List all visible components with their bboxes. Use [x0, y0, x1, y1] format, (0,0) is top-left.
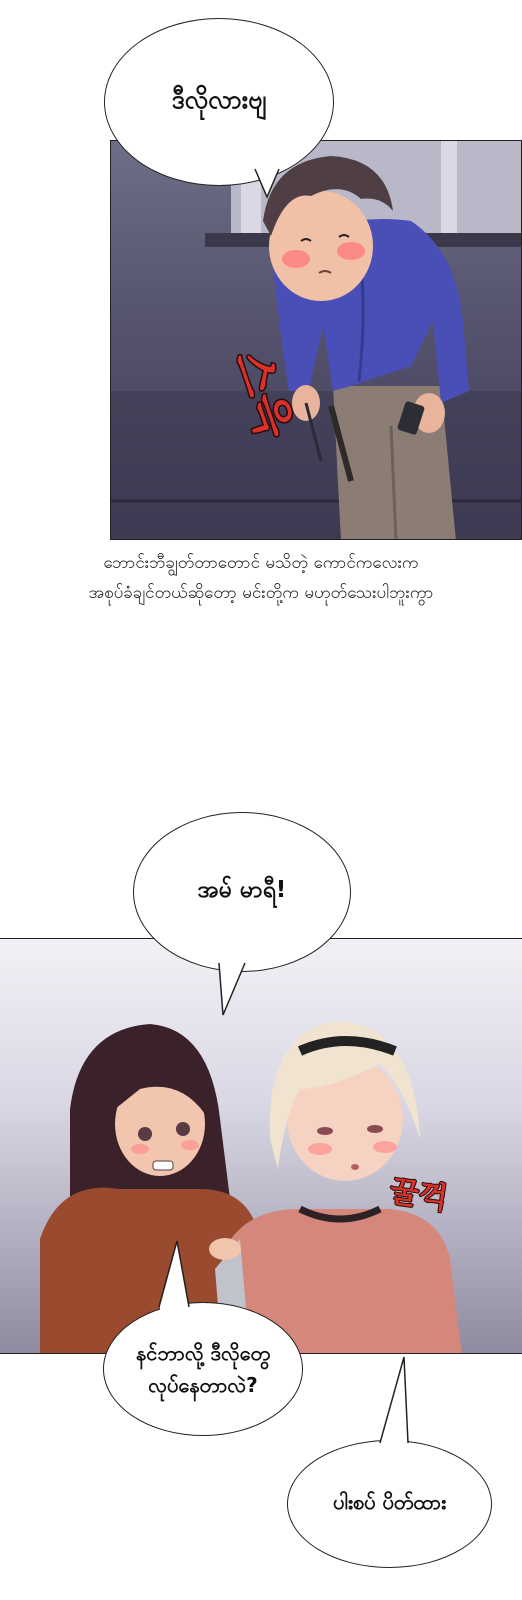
speech-bubble-right	[287, 1440, 492, 1568]
bubble-text-panel-2-top: အမ် မာရီ!	[197, 877, 287, 903]
panel-1-scene	[110, 140, 522, 540]
panel-2-scene	[0, 938, 522, 1354]
hand-on-shoulder	[209, 1238, 241, 1260]
bubble-tail	[255, 169, 295, 209]
speech-bubble-panel-1	[104, 18, 334, 186]
speech-bubble-left	[103, 1302, 303, 1436]
sfx-panel-1-text: 스윽	[224, 343, 303, 445]
bubble-tail	[159, 1241, 199, 1311]
bubble-text-right: ပါးစပ် ပိတ်ထား	[332, 1490, 447, 1514]
bubble-tail	[380, 1357, 420, 1447]
caption-line-1: ဘောင်းဘီချွတ်တာတောင် မသိတဲ့ ကောင်ကလေးက	[103, 553, 419, 573]
narration-caption	[0, 548, 522, 608]
speech-bubble-panel-2-top	[133, 812, 351, 972]
panel-2-artwork	[0, 939, 522, 1354]
panel-1-artwork	[111, 141, 522, 540]
bubble-left-line-2: လုပ်နေတာလဲ?	[148, 1373, 258, 1397]
bubble-left-line-1: နင်ဘာလို့ ဒီလိုတွေ	[135, 1341, 271, 1365]
sfx-panel-2	[387, 1166, 451, 1218]
caption-line-2: အစုပ်ခံချင်တယ်ဆိုတော့ မင်းတို့က မဟုတ်သေးပါဘူးကွာ	[88, 583, 434, 603]
bubble-tail	[219, 963, 259, 1023]
bubble-text-panel-1: ဒီလိုလားဗျ	[171, 84, 267, 114]
sfx-panel-2-text: 꿀꺽	[387, 1174, 450, 1217]
